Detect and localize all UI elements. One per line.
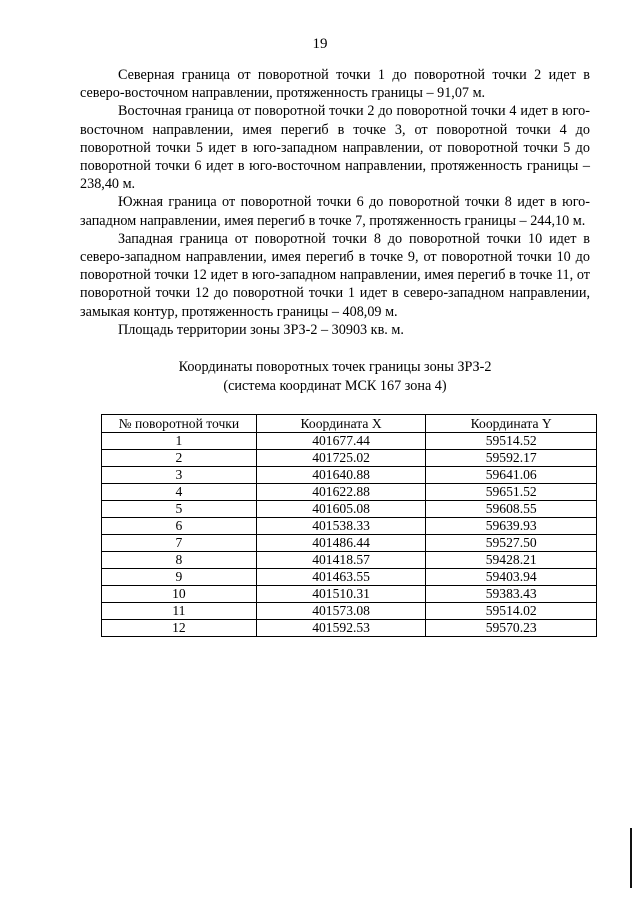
cell-coordinate-y: 59403.94 — [426, 569, 597, 586]
table-title-line1: Координаты поворотных точек границы зоны ЗРЗ-2 — [178, 359, 492, 375]
cell-coordinate-x: 401605.08 — [256, 501, 426, 518]
cell-point-number: 3 — [102, 467, 257, 484]
cell-point-number: 1 — [102, 433, 257, 450]
cell-point-number: 9 — [102, 569, 257, 586]
paragraph-west-border: Западная граница от поворотной точки 8 до поворотной точки 10 идет в северо-западном направлении, имея перегиб в точке 9, от поворотной точки 10 до поворотной точки 12 идет в юго-западном направлении, имея перегиб в точке 11, от поворотной точки 12 до поворотной точки 1 идет в северо-западном направлении, замыкая контур, протяженность границы – 408,09 м. — [80, 230, 590, 320]
table-row — [102, 586, 597, 603]
paragraph-north-border: Северная граница от поворотной точки 1 до поворотной точки 2 идет в северо-восточном направлении, протяженность границы – 91,07 м. — [80, 67, 590, 102]
cell-coordinate-y: 59608.55 — [426, 501, 597, 518]
cell-coordinate-x: 401463.55 — [256, 569, 426, 586]
cell-coordinate-x: 401573.08 — [256, 603, 426, 620]
header-point-number: № поворотной точки — [102, 415, 257, 433]
table-header-row — [102, 415, 597, 433]
cell-coordinate-x: 401725.02 — [256, 450, 426, 467]
cell-point-number: 10 — [102, 586, 257, 603]
cell-coordinate-x: 401640.88 — [256, 467, 426, 484]
cell-point-number: 2 — [102, 450, 257, 467]
cell-coordinate-x: 401592.53 — [256, 620, 426, 637]
cell-point-number: 6 — [102, 518, 257, 535]
table-row — [102, 535, 597, 552]
table-row — [102, 569, 597, 586]
cell-coordinate-y: 59651.52 — [426, 484, 597, 501]
cell-point-number: 12 — [102, 620, 257, 637]
cell-coordinate-x: 401538.33 — [256, 518, 426, 535]
body-text — [80, 66, 590, 339]
coordinates-table — [101, 414, 597, 637]
cell-coordinate-y: 59592.17 — [426, 450, 597, 467]
cell-point-number: 7 — [102, 535, 257, 552]
table-row — [102, 433, 597, 450]
table-row — [102, 552, 597, 569]
table-title — [80, 358, 590, 396]
table-row — [102, 450, 597, 467]
cell-coordinate-x: 401486.44 — [256, 535, 426, 552]
cell-point-number: 5 — [102, 501, 257, 518]
scan-edge-mark — [630, 828, 632, 888]
table-row — [102, 620, 597, 637]
cell-point-number: 8 — [102, 552, 257, 569]
cell-coordinate-x: 401677.44 — [256, 433, 426, 450]
cell-coordinate-y: 59514.52 — [426, 433, 597, 450]
table-row — [102, 484, 597, 501]
table-row — [102, 518, 597, 535]
table-title-line2: (система координат МСК 167 зона 4) — [223, 378, 447, 394]
cell-coordinate-y: 59514.02 — [426, 603, 597, 620]
page-number: 19 — [312, 36, 328, 52]
cell-coordinate-y: 59639.93 — [426, 518, 597, 535]
cell-coordinate-x: 401510.31 — [256, 586, 426, 603]
header-coordinate-x: Координата X — [256, 415, 426, 433]
table-row — [102, 603, 597, 620]
cell-coordinate-x: 401418.57 — [256, 552, 426, 569]
cell-coordinate-y: 59570.23 — [426, 620, 597, 637]
paragraph-east-border: Восточная граница от поворотной точки 2 до поворотной точки 4 идет в юго-восточном направлении, имея перегиб в точке 3, от поворотной точки 4 до поворотной точки 5 идет в юго-западном направлении, от поворотной точки 5 до поворотной точки 6 идет в юго-восточном направлении, протяженность границы – 238,40 м. — [80, 103, 590, 193]
paragraph-area: Площадь территории зоны ЗРЗ-2 – 30903 кв. м. — [118, 321, 404, 338]
cell-coordinate-y: 59428.21 — [426, 552, 597, 569]
cell-point-number: 4 — [102, 484, 257, 501]
cell-coordinate-y: 59641.06 — [426, 467, 597, 484]
paragraph-south-border: Южная граница от поворотной точки 6 до поворотной точки 8 идет в юго-западном направлении, имея перегиб в точке 7, протяженность границы – 244,10 м. — [80, 194, 590, 229]
header-coordinate-y: Координата Y — [426, 415, 597, 433]
cell-coordinate-x: 401622.88 — [256, 484, 426, 501]
cell-coordinate-y: 59383.43 — [426, 586, 597, 603]
cell-coordinate-y: 59527.50 — [426, 535, 597, 552]
table-row — [102, 501, 597, 518]
table-row — [102, 467, 597, 484]
cell-point-number: 11 — [102, 603, 257, 620]
